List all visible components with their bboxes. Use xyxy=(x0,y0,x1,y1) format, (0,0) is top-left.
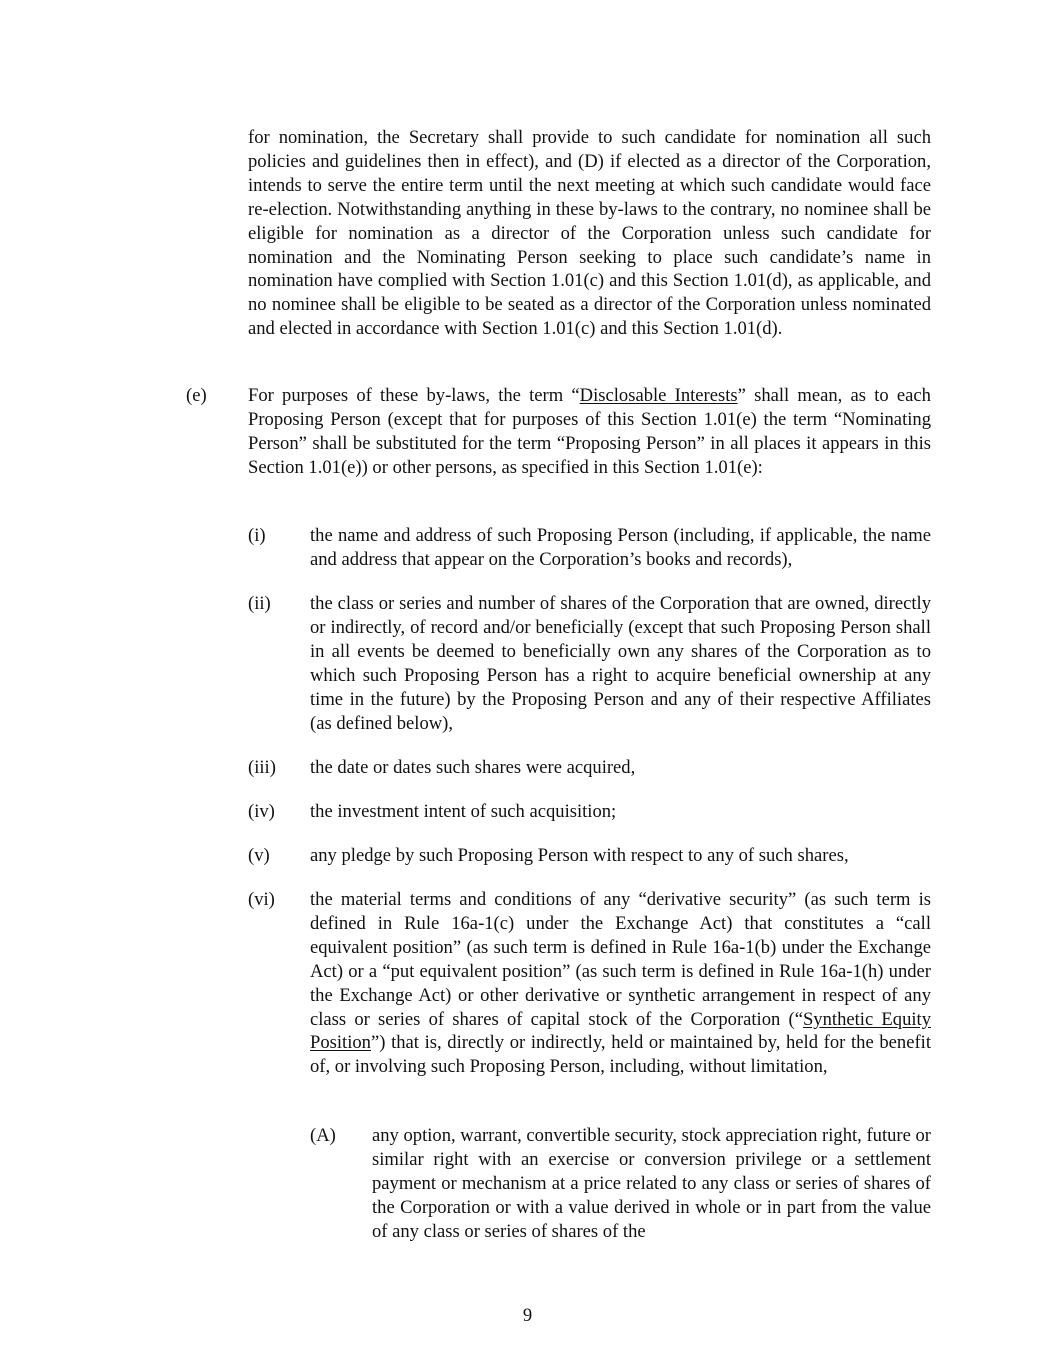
item-v-text: any pledge by such Proposing Person with respect to any of such shares, xyxy=(310,845,849,866)
item-ii-label: (ii) xyxy=(248,593,271,614)
intro-paragraph: for nomination, the Secretary shall provide to such candidate for nomination all such policies and guidelines then in effect), and (D) if elected as a director of the Corporation, intends to serve the entire term until the next meeting at which such candidate would face re-election. Notwithstanding anything in these by-laws to the contrary, no nominee shall be eligible for nomination as a director of the Corporation unless such candidate for nomination and the Nominating Person seeking to place such candidate’s name in nomination have complied with Section 1.01(c) and this Section 1.01(d), as applicable, and no nominee shall be eligible to be seated as a director of the Corporation unless nominated and elected in accordance with Section 1.01(c) and this Section 1.01(d). xyxy=(248,127,931,340)
section-e-label: (e) xyxy=(186,385,207,406)
item-i-label: (i) xyxy=(248,525,266,546)
item-iv-text: the investment intent of such acquisition; xyxy=(310,801,617,822)
item-iii-label: (iii) xyxy=(248,757,276,778)
item-ii-text: the class or series and number of shares of the Corporation that are owned, directly or indirectly, of record and/or beneficially (except that such Proposing Person shall in all events be deemed to beneficially own any shares of the Corporation as to which such Proposing Person has a right to acquire beneficial ownership at any time in the future) by the Proposing Person and any of their respective Affiliates (as defined below), xyxy=(310,593,931,734)
item-vi-text-after: ”) that is, directly or indirectly, held or maintained by, held for the benefit of, or involving such Proposing Person, including, without limitation, xyxy=(310,1032,931,1078)
item-v-label: (v) xyxy=(248,845,270,866)
defined-term-synthetic-equity-position: Synthetic Equity Position xyxy=(310,1008,931,1054)
section-e-text-before: For purposes of these by-laws, the term “ xyxy=(248,385,580,406)
section-e-paragraph xyxy=(248,384,931,480)
item-vi-text xyxy=(310,888,931,1079)
item-i-text: the name and address of such Proposing Person (including, if applicable, the name and address that appear on the Corporation’s books and records), xyxy=(310,525,931,570)
page-number: 9 xyxy=(522,1305,533,1326)
defined-term-disclosable-interests: Disclosable Interests xyxy=(579,385,738,406)
sub-item-a-label: (A) xyxy=(310,1125,336,1146)
sub-item-a-text: any option, warrant, convertible security, stock appreciation right, future or similar right with an exercise or conversion privilege or a settlement payment or mechanism at a price related to any class or series of shares of the Corporation or with a value derived in whole or in part from the value of any class or series of shares of the xyxy=(372,1125,932,1242)
item-vi-label: (vi) xyxy=(248,889,275,910)
item-iii-text: the date or dates such shares were acquired, xyxy=(310,757,636,778)
item-iv-label: (iv) xyxy=(248,801,275,822)
section-e-text-after: ” shall mean, as to each Proposing Person (except that for purposes of this Section 1.01(e) the term “Nominating Person” shall be substituted for the term “Proposing Person” in all places it appears in this Section 1.01(e)) or other persons, as specified in this Section 1.01(e): xyxy=(248,385,931,478)
item-vi-text-before: the material terms and conditions of any “derivative security” (as such term is defined in Rule 16a-1(c) under the Exchange Act) that constitutes a “call equivalent position” (as such term is defined in Rule 16a-1(b) under the Exchange Act) or a “put equivalent position” (as such term is defined in Rule 16a-1(h) under the Exchange Act) or other derivative or synthetic arrangement in respect of any class or series of shares of capital stock of the Corporation (“ xyxy=(310,889,931,1030)
